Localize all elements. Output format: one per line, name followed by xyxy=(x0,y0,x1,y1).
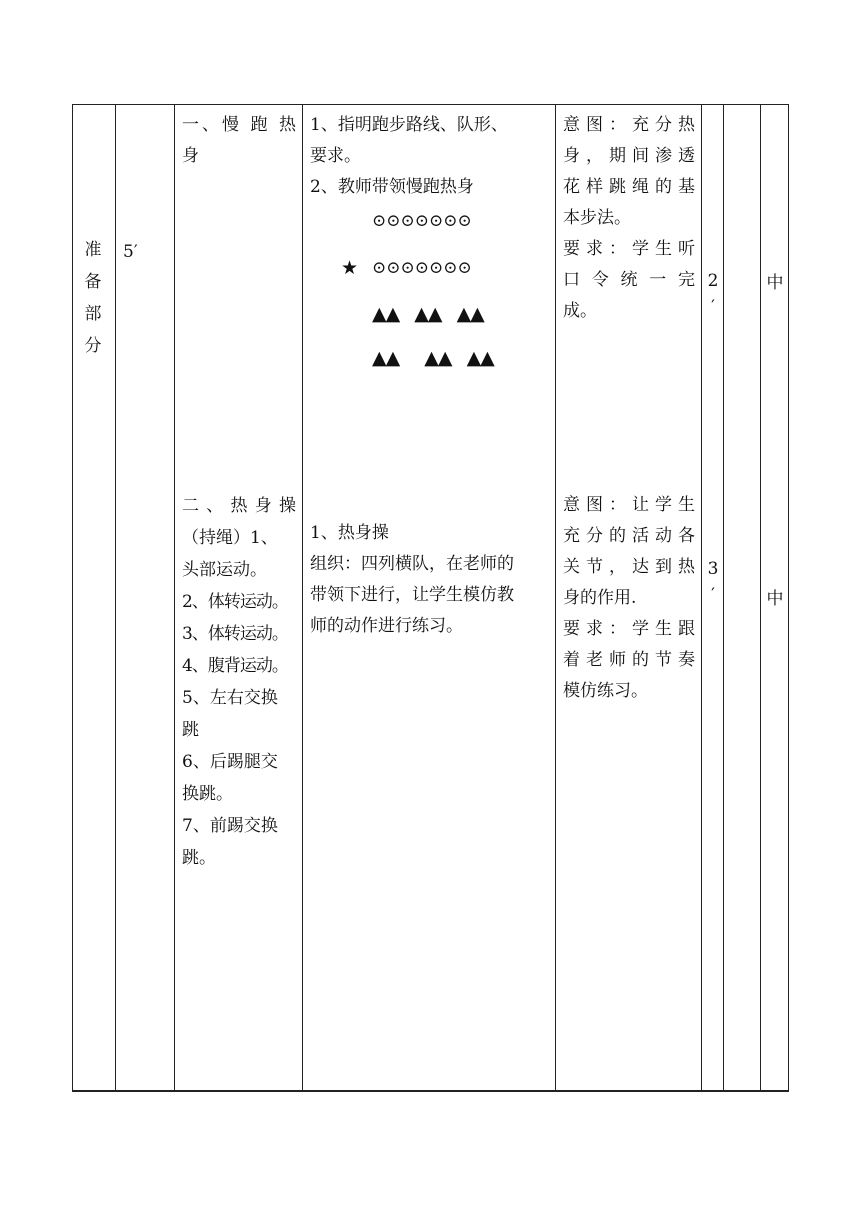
content-line: 6、后踢腿交 xyxy=(182,752,278,772)
content-line: 跳 xyxy=(182,720,199,740)
method-line: 1、指明跑步路线、队形、 xyxy=(310,115,508,135)
section-name xyxy=(80,234,106,362)
method-line: 带领下进行，让学生模仿教 xyxy=(310,585,514,605)
content-line: （持绳）1、 xyxy=(182,528,278,548)
method-line: 师的动作进行练习。 xyxy=(310,616,463,636)
purpose-line: 身，期间渗透 xyxy=(563,146,695,166)
purpose-line: 身的作用. xyxy=(563,588,637,608)
content-line: 跳。 xyxy=(182,848,216,868)
purpose-line: 着老师的节奏 xyxy=(563,650,695,670)
formation-student-row: ⊙⊙⊙⊙⊙⊙⊙ xyxy=(372,258,472,278)
section-time: 5′ xyxy=(123,242,138,262)
formation-student-row: ⊙⊙⊙⊙⊙⊙⊙ xyxy=(372,211,472,231)
triangle-pair-icon: ▲▲ xyxy=(424,347,452,369)
purpose-line: 要求：学生听 xyxy=(563,239,695,259)
content-line: 身 xyxy=(182,146,199,166)
content-line: 二、热身操 xyxy=(182,496,296,516)
section-name-char: 分 xyxy=(84,336,102,356)
purpose-line: 成。 xyxy=(563,301,597,321)
content-line: 一、慢 跑 热 xyxy=(182,115,296,135)
triangle-pair-icon: ▲▲ xyxy=(372,303,400,325)
section-name-char: 部 xyxy=(84,304,102,324)
purpose-line: 意图：充分热 xyxy=(563,115,695,135)
method-line: 2、教师带领慢跑热身 xyxy=(310,177,474,197)
column-divider xyxy=(302,104,303,1091)
table-bottom-border xyxy=(72,1090,789,1092)
duration-line: ′ xyxy=(711,297,715,317)
teacher-star-icon: ★ xyxy=(341,257,359,279)
row2-purpose xyxy=(563,490,695,707)
content-line: 7、前踢交换 xyxy=(182,816,278,836)
row1-duration xyxy=(704,268,722,320)
table-top-border xyxy=(72,104,789,105)
triangle-pair-icon: ▲▲ xyxy=(414,303,442,325)
row1-intensity: 中 xyxy=(766,273,784,293)
row2-duration xyxy=(704,556,722,608)
triangle-pair-icon: ▲▲ xyxy=(466,347,494,369)
column-divider xyxy=(174,104,175,1091)
method-line: 组织：四列横队，在老师的 xyxy=(310,554,514,574)
purpose-line: 关节，达到热 xyxy=(563,557,695,577)
column-divider xyxy=(701,104,702,1091)
row2-intensity: 中 xyxy=(766,589,784,609)
column-divider xyxy=(555,104,556,1091)
row1-method xyxy=(310,110,550,203)
row1-content xyxy=(182,110,296,172)
duration-line: 2 xyxy=(707,271,719,291)
purpose-line: 花样跳绳的基 xyxy=(563,177,695,197)
purpose-line: 充分的活动各 xyxy=(563,526,695,546)
triangle-pair-icon: ▲▲ xyxy=(456,303,484,325)
table-border-right xyxy=(788,104,789,1091)
content-line: 换跳。 xyxy=(182,784,233,804)
purpose-line: 意图：让学生 xyxy=(563,495,695,515)
content-line: 4、腹背运动。 xyxy=(182,656,288,676)
row2-method xyxy=(310,518,552,642)
section-name-char: 准 xyxy=(84,240,102,260)
duration-line: 3 xyxy=(707,559,719,579)
formation-triangle-row xyxy=(372,348,494,368)
row2-content xyxy=(182,490,296,874)
column-divider xyxy=(723,104,724,1091)
table-border-left xyxy=(72,104,73,1091)
purpose-line: 模仿练习。 xyxy=(563,681,648,701)
column-divider xyxy=(115,104,116,1091)
content-line: 头部运动。 xyxy=(182,560,267,580)
section-name-char: 备 xyxy=(84,272,102,292)
purpose-line: 要求：学生跟 xyxy=(563,619,695,639)
row1-purpose xyxy=(563,110,695,327)
content-line: 2、体转运动。 xyxy=(182,592,288,612)
formation-triangle-row xyxy=(372,304,484,324)
duration-line: ′ xyxy=(711,585,715,605)
purpose-line: 本步法。 xyxy=(563,208,631,228)
method-line: 1、热身操 xyxy=(310,523,389,543)
column-divider xyxy=(760,104,761,1091)
content-line: 5、左右交换 xyxy=(182,688,278,708)
content-line: 3、体转运动。 xyxy=(182,624,288,644)
method-line: 要求。 xyxy=(310,146,361,166)
triangle-pair-icon: ▲▲ xyxy=(372,347,400,369)
purpose-line: 口 令 统 一 完 xyxy=(563,270,695,290)
